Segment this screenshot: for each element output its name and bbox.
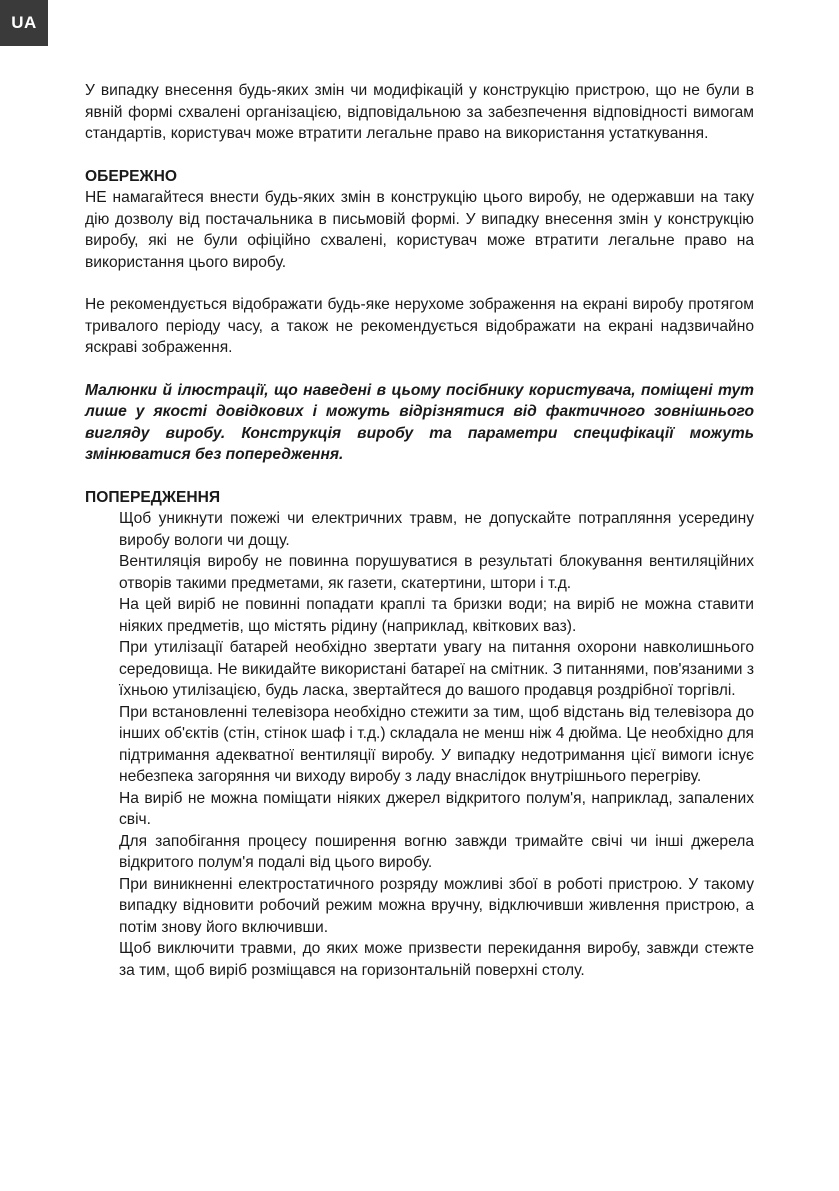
- warning-heading: ПОПЕРЕДЖЕННЯ: [85, 488, 221, 506]
- warning-list: [85, 508, 754, 981]
- illustrations-note: Малюнки й ілюстрації, що наведені в цьому посібнику користувача, поміщені тут лише у якості довідкових і можуть відрізнятися від фактичного зовнішнього вигляду виробу. Конструкція виробу та параметри специфікації можуть змінюватися без попередження.: [85, 381, 754, 463]
- warning-item: При виникненні електростатичного розряду можливі збої в роботі пристрою. У такому випадку відновити робочий режим можна вручну, відключивши живлення пристрою, а потім знову його включивши.: [119, 875, 754, 936]
- caution-text: НЕ намагайтеся внести будь-яких змін в конструкцію цього виробу, не одержавши на таку дію дозволу від постачальника в письмовій формі. У випадку внесення змін у конструкцію виробу, які не були офіційно схвалені, користувач може втратити легальне право на використання цього виробу.: [85, 189, 754, 271]
- warning-section: [85, 487, 754, 982]
- warning-item: Вентиляція виробу не повинна порушуватися в результаті блокування вентиляційних отворів такими предметами, як газети, скатертини, штори і т.д.: [119, 553, 754, 592]
- warning-item: При утилізації батарей необхідно звертати увагу на питання охорони навколишнього середовища. Не викидайте використані батареї на смітник. З питаннями, пов'язаними з їхньою утилізацією, будь ласка, звертайтеся до вашого продавця роздрібної торгівлі.: [119, 639, 754, 699]
- warning-item: На виріб не можна поміщати ніяких джерел відкритого полум'я, наприклад, запалених свіч.: [119, 789, 754, 828]
- warning-item: Щоб уникнути пожежі чи електричних травм, не допускайте потрапляння усередину виробу вологи чи дощу.: [119, 510, 754, 549]
- modifications-paragraph: У випадку внесення будь-яких змін чи модифікацій у конструкцію пристрою, що не були в явній формі схвалені організацією, відповідальною за забезпечення відповідності вимогам стандартів, користувач може втратити легальне право на використання устаткування.: [85, 82, 754, 142]
- warning-item: На цей виріб не повинні попадати краплі та бризки води; на виріб не можна ставити ніяких предметів, що містять рідину (наприклад, квіткових ваз).: [119, 596, 754, 635]
- warning-item: Для запобігання процесу поширення вогню завжди тримайте свічі чи інші джерела відкритого полум'я подалі від цього виробу.: [119, 832, 754, 871]
- language-badge: UA: [0, 0, 48, 46]
- warning-item: Щоб виключити травми, до яких може призвести перекидання виробу, завжди стежте за тим, щоб виріб розміщався на горизонтальній поверхні столу.: [119, 940, 754, 979]
- static-image-paragraph: Не рекомендується відображати будь-яке нерухоме зображення на екрані виробу протягом тривалого періоду часу, а також не рекомендується відображати на екрані надзвичайно яскраві зображення.: [85, 296, 754, 356]
- document-body: [85, 80, 754, 981]
- warning-item: При встановленні телевізора необхідно стежити за тим, щоб відстань від телевізора до інших об'єктів (стін, стінок шаф і т.д.) складала не менш ніж 4 дюйма. Це необхідно для підтримання адекватної вентиляції виробу. У випадку недотримання цієї вимоги існує небезпека загоряння чи виходу виробу з ладу внаслідок внутрішнього перегріву.: [119, 703, 754, 785]
- caution-heading: ОБЕРЕЖНО: [85, 167, 178, 185]
- caution-section: [85, 166, 754, 274]
